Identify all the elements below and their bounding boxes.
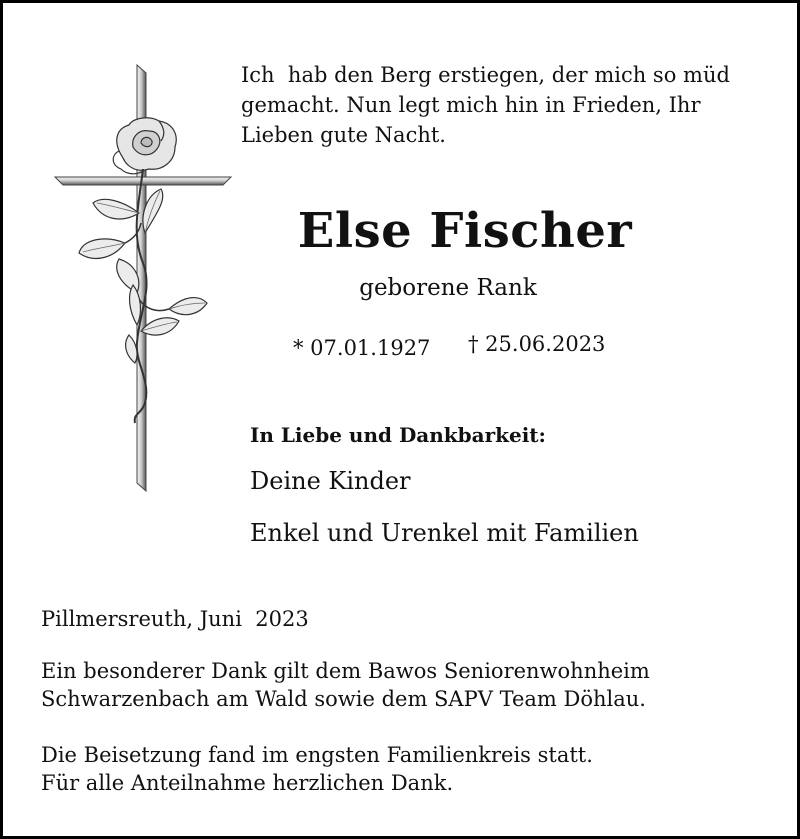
funeral-line: Die Beisetzung fand im engsten Familienkreis statt. (41, 743, 593, 767)
mourner-line: Enkel und Urenkel mit Familien (250, 519, 639, 547)
poem-verse (241, 60, 761, 150)
mourner-line: Deine Kinder (250, 467, 411, 495)
deceased-name: Else Fischer (297, 203, 633, 259)
birth-name: geborene Rank (359, 275, 537, 301)
dedication-heading: In Liebe und Dankbarkeit: (250, 423, 546, 447)
death-date: † 25.06.2023 (468, 332, 606, 356)
funeral-line: Für alle Anteilnahme herzlichen Dank. (41, 771, 454, 795)
thanks-line: Schwarzenbach am Wald sowie dem SAPV Team Döhlau. (41, 687, 646, 711)
poem-line: gemacht. Nun legt mich hin in Frieden, Ihr (241, 93, 701, 117)
place-and-date: Pillmersreuth, Juni 2023 (41, 607, 309, 631)
poem-line: Lieben gute Nacht. (241, 123, 446, 147)
thanks-line: Ein besonderer Dank gilt dem Bawos Seniorenwohnheim (41, 659, 650, 683)
birth-date: * 07.01.1927 (293, 336, 431, 360)
cross-with-rose-icon (53, 63, 233, 493)
funeral-paragraph (41, 741, 593, 797)
poem-line: Ich hab den Berg erstiegen, der mich so müd (241, 63, 730, 87)
thanks-paragraph (41, 657, 650, 713)
